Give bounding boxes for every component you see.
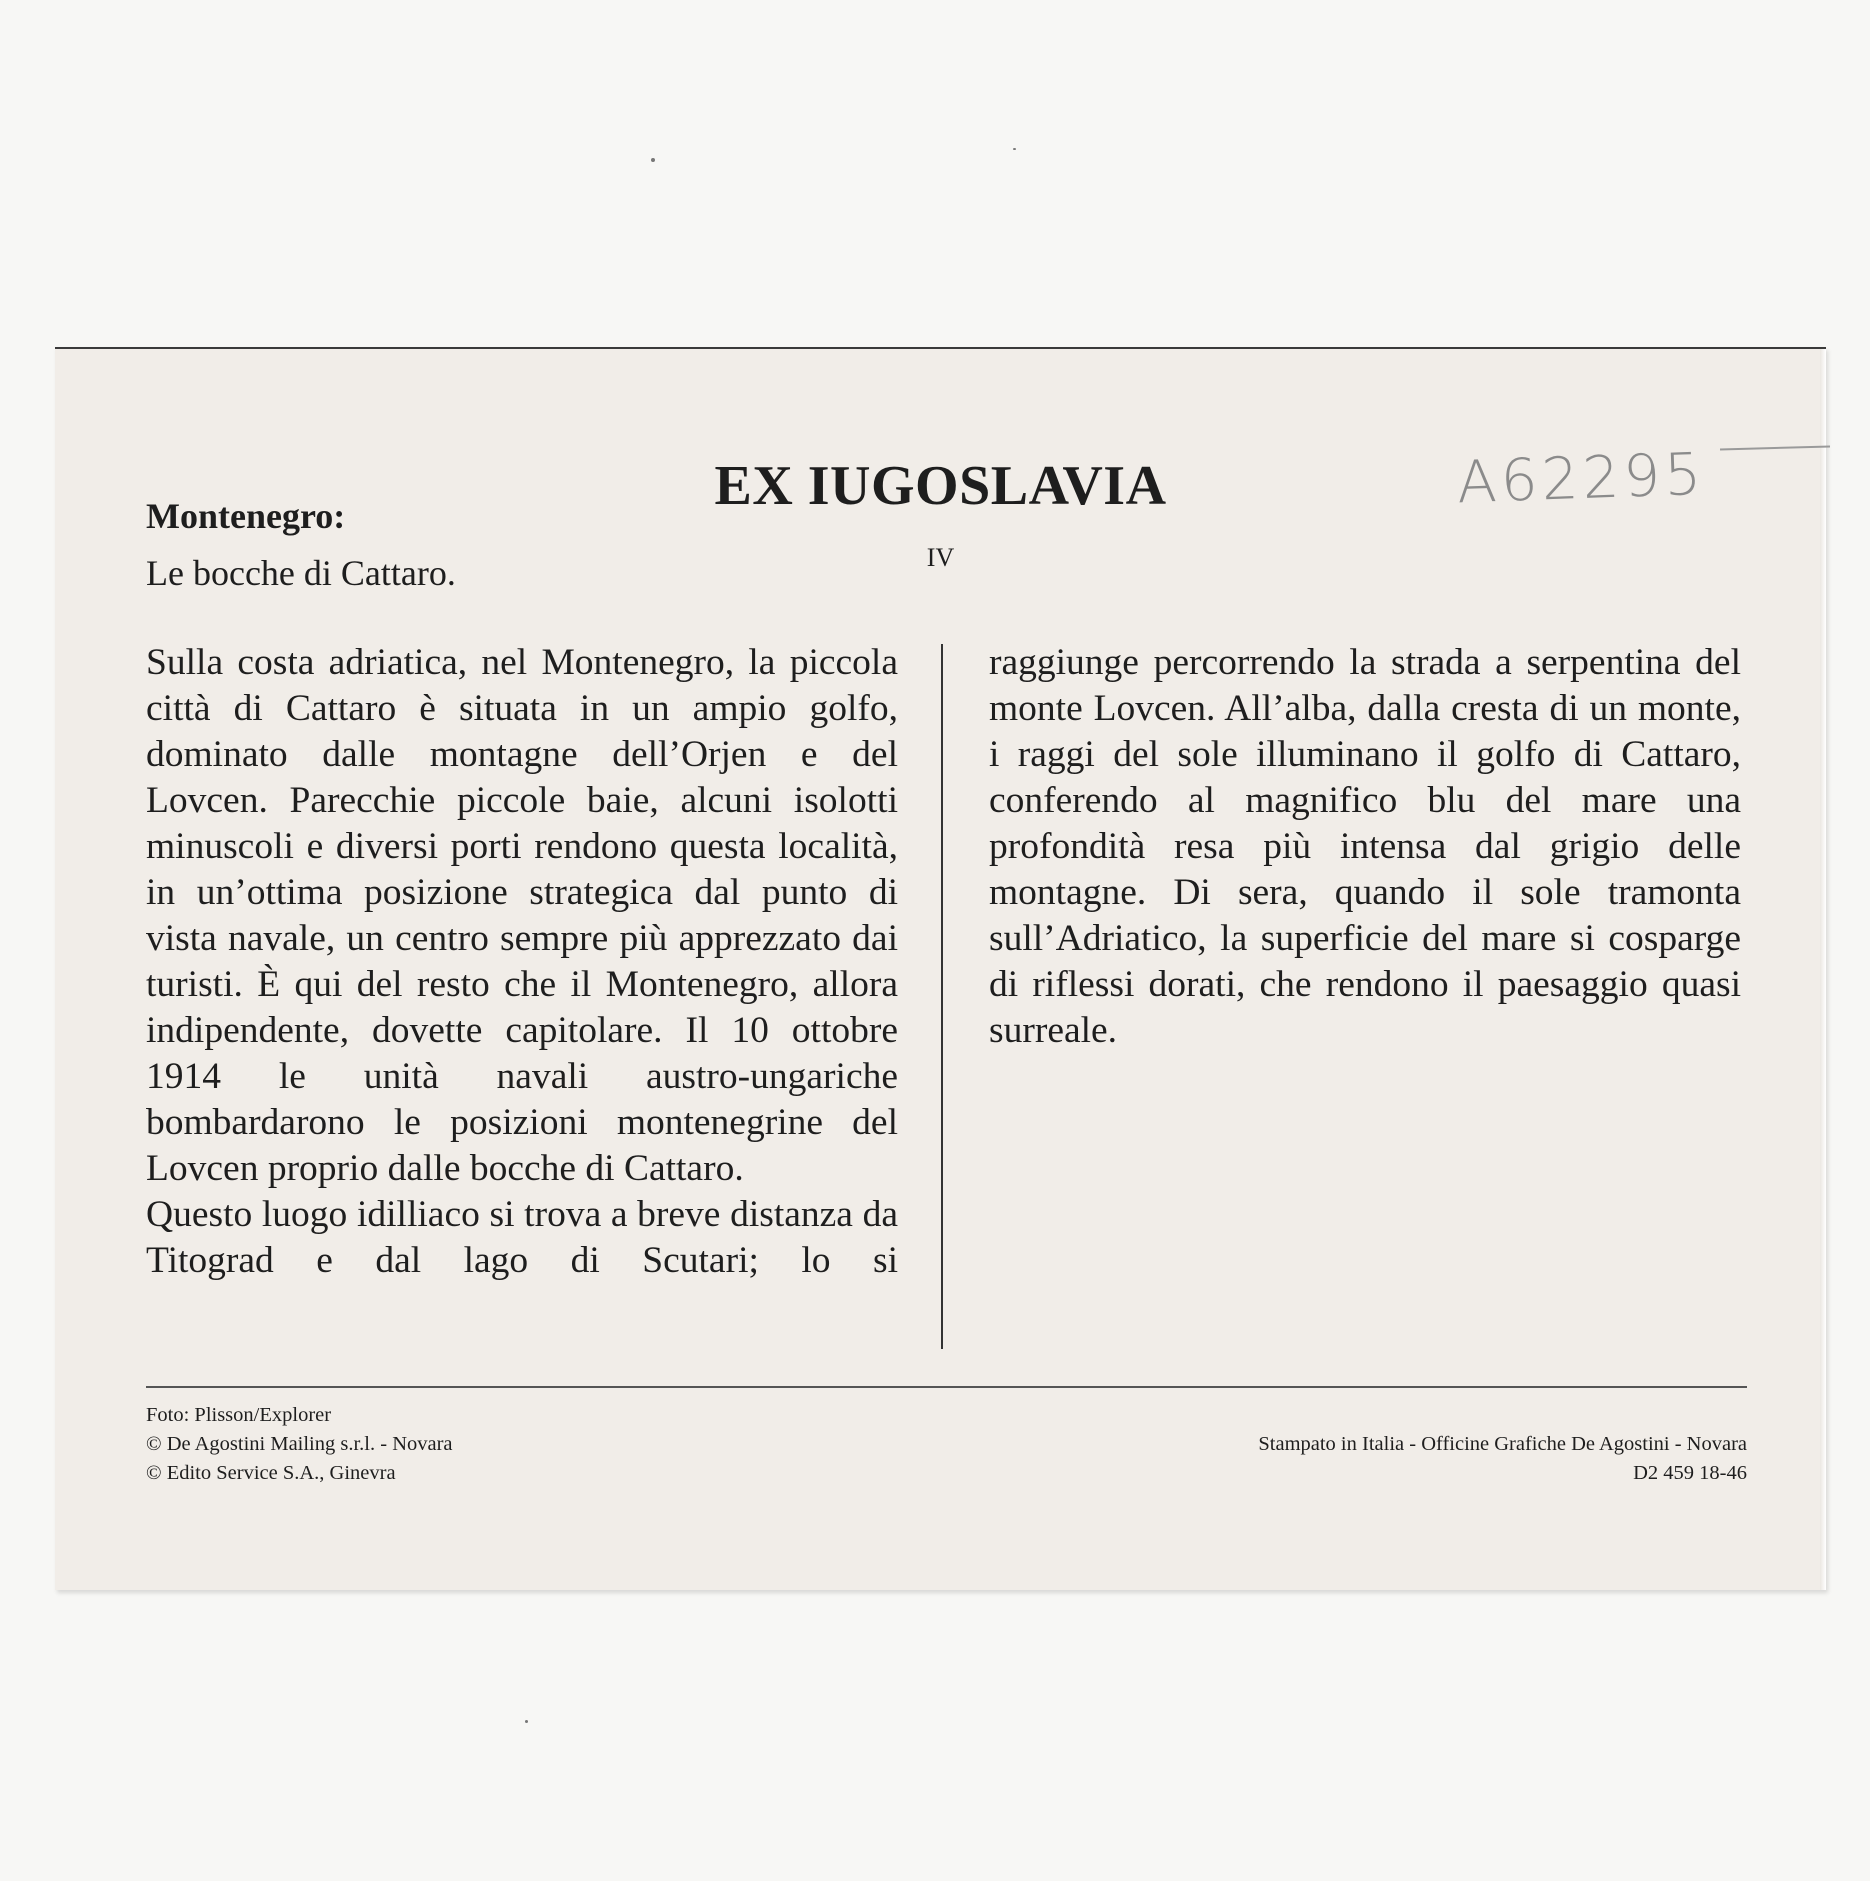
left-column-text: [146, 640, 898, 1284]
card-edge: [1820, 349, 1826, 1590]
card-title: EX IUGOSLAVIA: [714, 455, 1167, 517]
dust-speck: [651, 158, 655, 162]
region-heading: Montenegro:: [146, 496, 346, 536]
dust-speck: [525, 1720, 528, 1723]
paragraph: raggiunge percorrendo la strada a serpentina del monte Lovcen. All’alba, dalla cresta di un monte, i raggi del sole illuminano il golfo di Cattaro, conferendo al magnifico blu del mare una profondità resa più intensa dal grigio delle montagne. Di sera, quando il sole tramonta sull’Adriatico, la superficie del mare si cosparge di riflessi dorati, che rendono il paesaggio quasi surreale.: [989, 642, 1741, 1051]
copyright-line: © De Agostini Mailing s.r.l. - Novara: [146, 1433, 453, 1455]
copyright-line: © Edito Service S.A., Ginevra: [146, 1462, 396, 1484]
printer-line: Stampato in Italia - Officine Grafiche De Agostini - Novara: [1258, 1433, 1747, 1455]
printer-info: [1258, 1430, 1747, 1488]
paragraph: Questo luogo idilliaco si trova a breve distanza da Titograd e dal lago di Scutari; lo si: [146, 1194, 898, 1281]
photo-credits: [146, 1401, 453, 1488]
series-number: IV: [926, 543, 955, 572]
footer-rule: [146, 1386, 1747, 1388]
dust-speck: [1013, 148, 1016, 150]
photo-credit: Foto: Plisson/Explorer: [146, 1404, 332, 1426]
pencil-line: [1720, 446, 1830, 451]
print-code: D2 459 18-46: [1633, 1462, 1747, 1484]
card-subtitle: Le bocche di Cattaro.: [146, 553, 456, 593]
handwritten-code: A62295: [1455, 439, 1707, 517]
right-column-text: [989, 640, 1741, 1054]
column-divider: [941, 644, 943, 1349]
postcard-back: [55, 347, 1826, 1590]
paragraph: Sulla costa adriatica, nel Montenegro, la piccola città di Cattaro è situata in un ampio golfo, dominato dalle montagne dell’Orjen e del Lovcen. Parecchie piccole baie, alcuni isolotti minuscoli e diversi porti rendono questa località, in un’ottima posizione strategica dal punto di vista navale, un centro sempre più apprezzato dai turisti. È qui del resto che il Montenegro, allora indipendente, dovette capitolare. Il 10 ottobre 1914 le unità navali austro-ungariche bombardarono le posizioni montenegrine del Lovcen proprio dalle bocche di Cattaro.: [146, 642, 898, 1189]
